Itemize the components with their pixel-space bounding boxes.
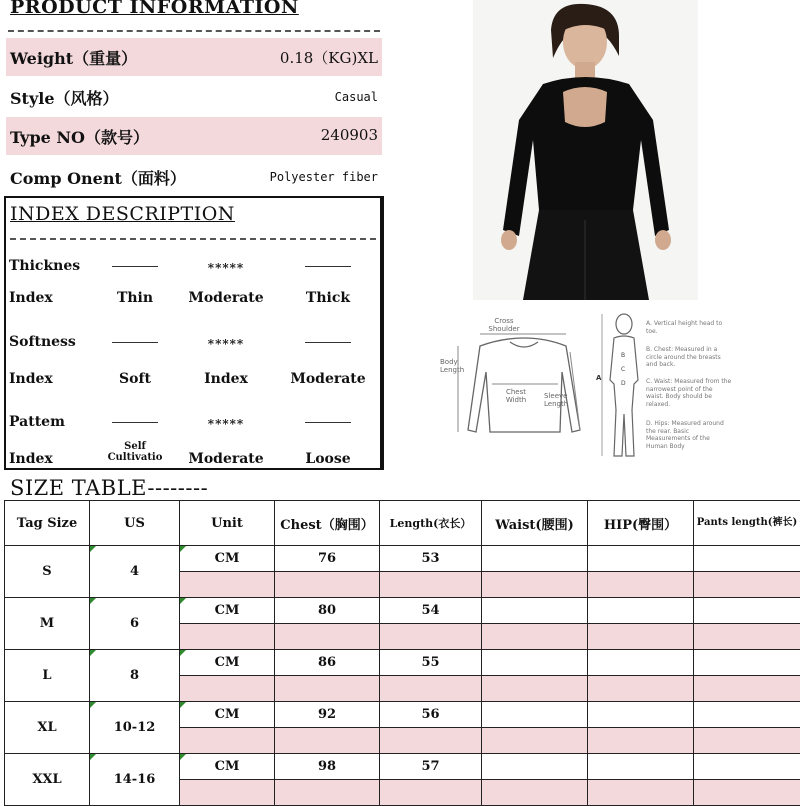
table-row bbox=[5, 598, 800, 624]
index-option: Moderate bbox=[290, 371, 365, 387]
cell-empty bbox=[180, 780, 275, 806]
cell-empty bbox=[380, 676, 482, 702]
pi-row-weight bbox=[6, 38, 382, 76]
table-row bbox=[5, 546, 800, 572]
cell-pants-length bbox=[694, 650, 800, 676]
body-marker-d: D bbox=[621, 380, 626, 387]
cell-tag-size: S bbox=[5, 546, 90, 598]
cell-hip bbox=[588, 702, 694, 728]
cell-us: 4 bbox=[90, 546, 180, 598]
pi-value: Polyester fiber bbox=[270, 170, 378, 184]
index-group-name: Pattem bbox=[9, 414, 65, 430]
cell-waist bbox=[482, 546, 588, 572]
index-option: Soft bbox=[119, 371, 151, 387]
cell-us: 6 bbox=[90, 598, 180, 650]
header-unit: Unit bbox=[180, 501, 275, 546]
scale-line bbox=[305, 342, 351, 343]
cell-chest: 80 bbox=[275, 598, 380, 624]
cell-pants-length bbox=[694, 546, 800, 572]
cell-tag-size: XL bbox=[5, 702, 90, 754]
header-waist: Waist(腰围) bbox=[482, 501, 588, 546]
cell-hip bbox=[588, 754, 694, 780]
index-option: Thin bbox=[117, 290, 153, 306]
cell-hip bbox=[588, 598, 694, 624]
cell-empty bbox=[588, 572, 694, 598]
cell-empty bbox=[180, 572, 275, 598]
body-note-a: A. Vertical height head to toe. bbox=[646, 320, 732, 335]
cell-unit: CM bbox=[180, 598, 275, 624]
header-length: Length(衣长） bbox=[380, 501, 482, 546]
cell-tag-size: XXL bbox=[5, 754, 90, 806]
cell-length: 53 bbox=[380, 546, 482, 572]
cell-hip bbox=[588, 546, 694, 572]
cell-empty bbox=[380, 728, 482, 754]
cell-unit: CM bbox=[180, 754, 275, 780]
product-photo bbox=[473, 0, 698, 300]
cell-empty bbox=[275, 728, 380, 754]
size-table-title: SIZE TABLE-------- bbox=[10, 476, 208, 500]
cell-empty bbox=[275, 780, 380, 806]
body-marker-c: C bbox=[621, 366, 625, 373]
cell-waist bbox=[482, 650, 588, 676]
rating-stars: ***** bbox=[208, 417, 244, 431]
index-label: Index bbox=[9, 451, 53, 467]
scale-line bbox=[305, 266, 351, 267]
index-label: Index bbox=[9, 371, 53, 387]
cell-waist bbox=[482, 702, 588, 728]
body-measure-diagram bbox=[596, 310, 736, 462]
size-table bbox=[4, 500, 800, 806]
cell-unit: CM bbox=[180, 650, 275, 676]
header-tag-size: Tag Size bbox=[5, 501, 90, 546]
body-note-c: C. Waist: Measured from the narrowest point of the waist. Body should be relaxed. bbox=[646, 378, 732, 408]
cell-empty bbox=[588, 676, 694, 702]
scale-line bbox=[112, 422, 158, 423]
cell-tag-size: M bbox=[5, 598, 90, 650]
cell-unit: CM bbox=[180, 702, 275, 728]
cell-empty bbox=[180, 728, 275, 754]
cell-waist bbox=[482, 598, 588, 624]
scale-line bbox=[305, 422, 351, 423]
header-us: US bbox=[90, 501, 180, 546]
cell-empty bbox=[380, 624, 482, 650]
cell-chest: 92 bbox=[275, 702, 380, 728]
cell-empty bbox=[275, 676, 380, 702]
pi-label: Type NO（款号） bbox=[10, 125, 149, 148]
divider bbox=[382, 196, 384, 470]
body-note-d: D. Hips: Measured around the rear. Basic Measurements of the Human Body bbox=[646, 420, 732, 450]
index-option: Moderate bbox=[188, 451, 263, 467]
cell-empty bbox=[588, 780, 694, 806]
model-illustration bbox=[473, 0, 698, 300]
cell-empty bbox=[694, 780, 800, 806]
cell-empty bbox=[380, 572, 482, 598]
header-chest: Chest（胸围） bbox=[275, 501, 380, 546]
cell-empty bbox=[380, 780, 482, 806]
cell-us: 8 bbox=[90, 650, 180, 702]
cell-empty bbox=[694, 676, 800, 702]
cell-empty bbox=[588, 728, 694, 754]
cell-empty bbox=[180, 676, 275, 702]
product-info-title: PRODUCT INFORMATION bbox=[10, 0, 299, 18]
cell-empty bbox=[275, 624, 380, 650]
index-option: Self Cultivatio bbox=[95, 441, 175, 463]
pi-row-component bbox=[6, 158, 382, 196]
cell-pants-length bbox=[694, 598, 800, 624]
index-option: Thick bbox=[306, 290, 350, 306]
label-body-length: Body Length bbox=[440, 358, 462, 374]
cell-chest: 76 bbox=[275, 546, 380, 572]
table-row bbox=[5, 754, 800, 780]
index-option: Moderate bbox=[188, 290, 263, 306]
scale-line bbox=[112, 342, 158, 343]
size-table-header bbox=[5, 501, 800, 546]
cell-chest: 98 bbox=[275, 754, 380, 780]
cell-hip bbox=[588, 650, 694, 676]
cell-empty bbox=[482, 624, 588, 650]
cell-unit: CM bbox=[180, 546, 275, 572]
cell-empty bbox=[482, 780, 588, 806]
rating-stars: ***** bbox=[208, 261, 244, 275]
index-group-name: Softness bbox=[9, 334, 76, 350]
header-pants-length: Pants length(裤长) bbox=[694, 501, 800, 546]
cell-empty bbox=[482, 676, 588, 702]
cell-length: 55 bbox=[380, 650, 482, 676]
cell-empty bbox=[482, 572, 588, 598]
divider bbox=[8, 30, 380, 32]
index-option: Loose bbox=[305, 451, 350, 467]
garment-measure-diagram bbox=[440, 312, 590, 462]
header-hip: HIP(臀围） bbox=[588, 501, 694, 546]
cell-empty bbox=[482, 728, 588, 754]
pi-row-type-no bbox=[6, 117, 382, 155]
cell-empty bbox=[180, 624, 275, 650]
cell-empty bbox=[694, 624, 800, 650]
cell-empty bbox=[694, 572, 800, 598]
index-option: Index bbox=[204, 371, 248, 387]
scale-line bbox=[112, 266, 158, 267]
cell-chest: 86 bbox=[275, 650, 380, 676]
label-chest-width: Chest Width bbox=[502, 388, 530, 404]
body-note-b: B. Chest: Measured in a circle around the breasts and back. bbox=[646, 346, 732, 369]
label-cross-shoulder: Cross Shoulder bbox=[484, 317, 524, 333]
cell-empty bbox=[694, 728, 800, 754]
pi-value: 240903 bbox=[321, 126, 378, 144]
cell-pants-length bbox=[694, 702, 800, 728]
pi-row-style bbox=[6, 78, 382, 116]
divider bbox=[10, 238, 376, 240]
cell-tag-size: L bbox=[5, 650, 90, 702]
garment-outline bbox=[440, 312, 590, 462]
cell-length: 57 bbox=[380, 754, 482, 780]
cell-us: 10-12 bbox=[90, 702, 180, 754]
body-marker-a: A bbox=[596, 374, 601, 382]
pi-label: Weight（重量） bbox=[10, 46, 137, 69]
table-row bbox=[5, 650, 800, 676]
cell-length: 54 bbox=[380, 598, 482, 624]
cell-pants-length bbox=[694, 754, 800, 780]
table-row bbox=[5, 702, 800, 728]
cell-waist bbox=[482, 754, 588, 780]
cell-us: 14-16 bbox=[90, 754, 180, 806]
body-marker-b: B bbox=[621, 352, 625, 359]
pi-label: Comp Onent（面料） bbox=[10, 166, 186, 189]
pi-value: Casual bbox=[335, 90, 378, 104]
cell-empty bbox=[275, 572, 380, 598]
pi-label: Style（风格） bbox=[10, 86, 119, 109]
rating-stars: ***** bbox=[208, 337, 244, 351]
index-label: Index bbox=[9, 290, 53, 306]
index-description-title: INDEX DESCRIPTION bbox=[10, 203, 235, 225]
cell-empty bbox=[588, 624, 694, 650]
index-group-name: Thicknes bbox=[9, 258, 80, 274]
pi-value: 0.18（KG)XL bbox=[280, 47, 378, 68]
cell-length: 56 bbox=[380, 702, 482, 728]
label-sleeve-length: Sleeve Length bbox=[544, 392, 572, 408]
